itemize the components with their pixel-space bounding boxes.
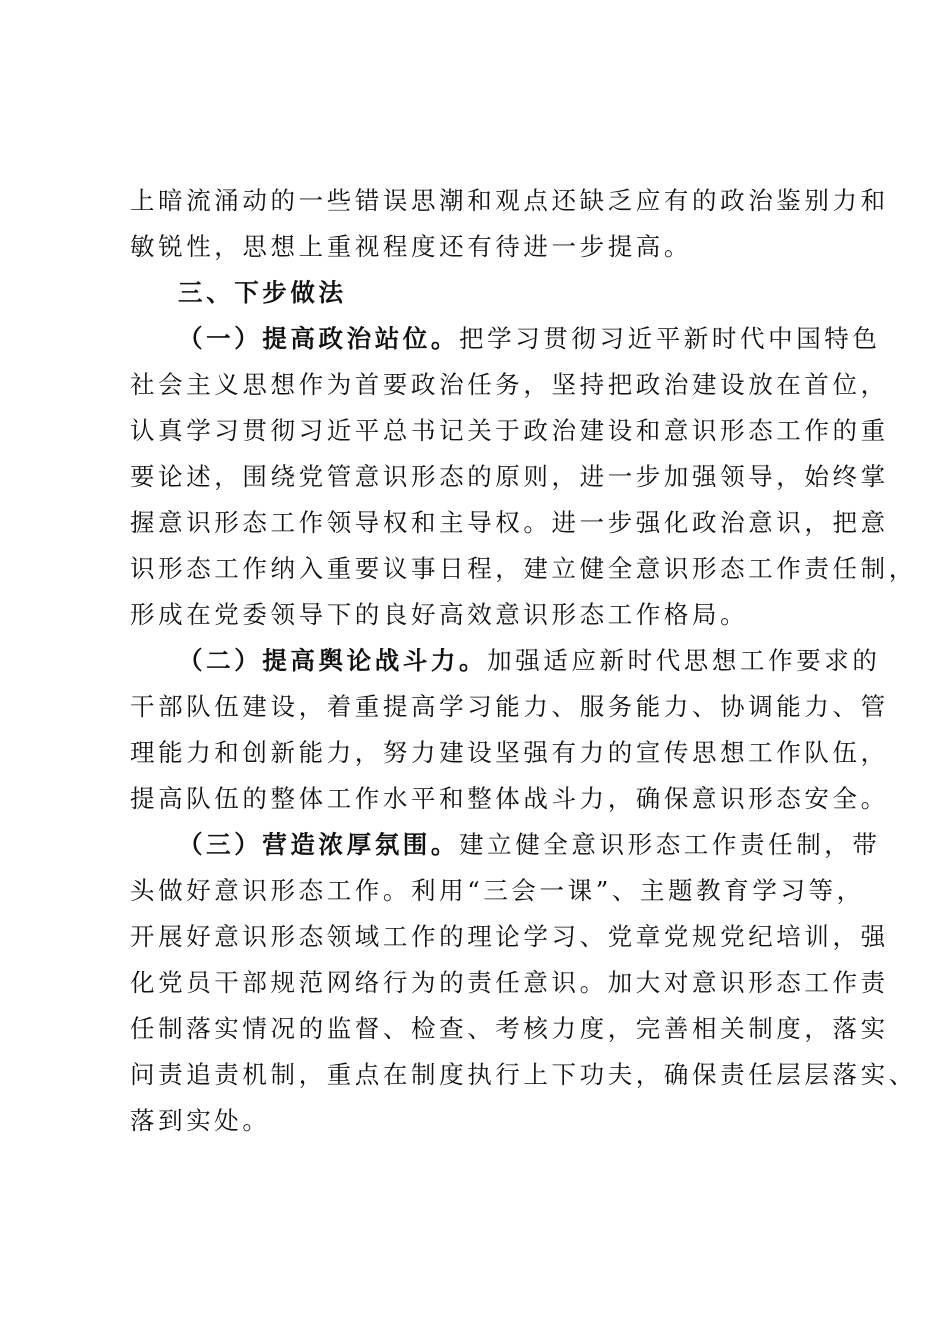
text-line: 要论述，围绕党管意识形态的原则，进一步加强领导，始终掌 [130, 462, 889, 491]
text-line: 敏锐性，思想上重视程度还有待进一步提高。 [130, 232, 692, 261]
paragraph-lead-title: （一）提高政治站位。 [178, 324, 459, 353]
text-line: 开展好意识形态领域工作的理论学习、党章党规党纪培训，强 [130, 922, 889, 951]
text-line: 任制落实情况的监督、检查、考核力度，完善相关制度，落实 [130, 1014, 889, 1043]
paragraph-lead-title: （三）营造浓厚氛围。 [178, 830, 459, 859]
paragraph-lead-text: 加强适应新时代思想工作要求的 [487, 646, 881, 675]
text-line: 识形态工作纳入重要议事日程，建立健全意识形态工作责任制， [130, 554, 917, 583]
text-line: 化党员干部规范网络行为的责任意识。加大对意识形态工作责 [130, 968, 889, 997]
paragraph-first-line [178, 638, 898, 684]
paragraph-first-line [178, 822, 898, 868]
text-line: 认真学习贯彻习近平总书记关于政治建设和意识形态工作的重 [130, 416, 889, 445]
paragraph-first-line [178, 316, 898, 362]
text-line: 理能力和创新能力，努力建设坚强有力的宣传思想工作队伍， [130, 738, 889, 767]
text-line: 落到实处。 [130, 1106, 271, 1135]
paragraph-lead-text: 建立健全意识形态工作责任制，带 [459, 830, 881, 859]
text-line: 握意识形态工作领导权和主导权。进一步强化政治意识，把意 [130, 508, 889, 537]
text-line: 问责追责机制，重点在制度执行上下功夫，确保责任层层落实、 [130, 1060, 917, 1089]
text-line: 上暗流涌动的一些错误思潮和观点还缺乏应有的政治鉴别力和 [130, 186, 889, 215]
text-line: 干部队伍建设，着重提高学习能力、服务能力、协调能力、管 [130, 692, 889, 721]
section-heading: 三、下步做法 [178, 278, 347, 307]
paragraph-lead-text: 把学习贯彻习近平新时代中国特色 [459, 324, 881, 353]
paragraph-lead-title: （二）提高舆论战斗力。 [178, 646, 488, 675]
text-line: 提高队伍的整体工作水平和整体战斗力，确保意识形态安全。 [130, 784, 889, 813]
text-line: 社会主义思想作为首要政治任务，坚持把政治建设放在首位， [130, 370, 889, 399]
text-line: 形成在党委领导下的良好高效意识形态工作格局。 [130, 600, 749, 629]
text-line: 头做好意识形态工作。利用“三会一课”、主题教育学习等， [130, 876, 865, 905]
